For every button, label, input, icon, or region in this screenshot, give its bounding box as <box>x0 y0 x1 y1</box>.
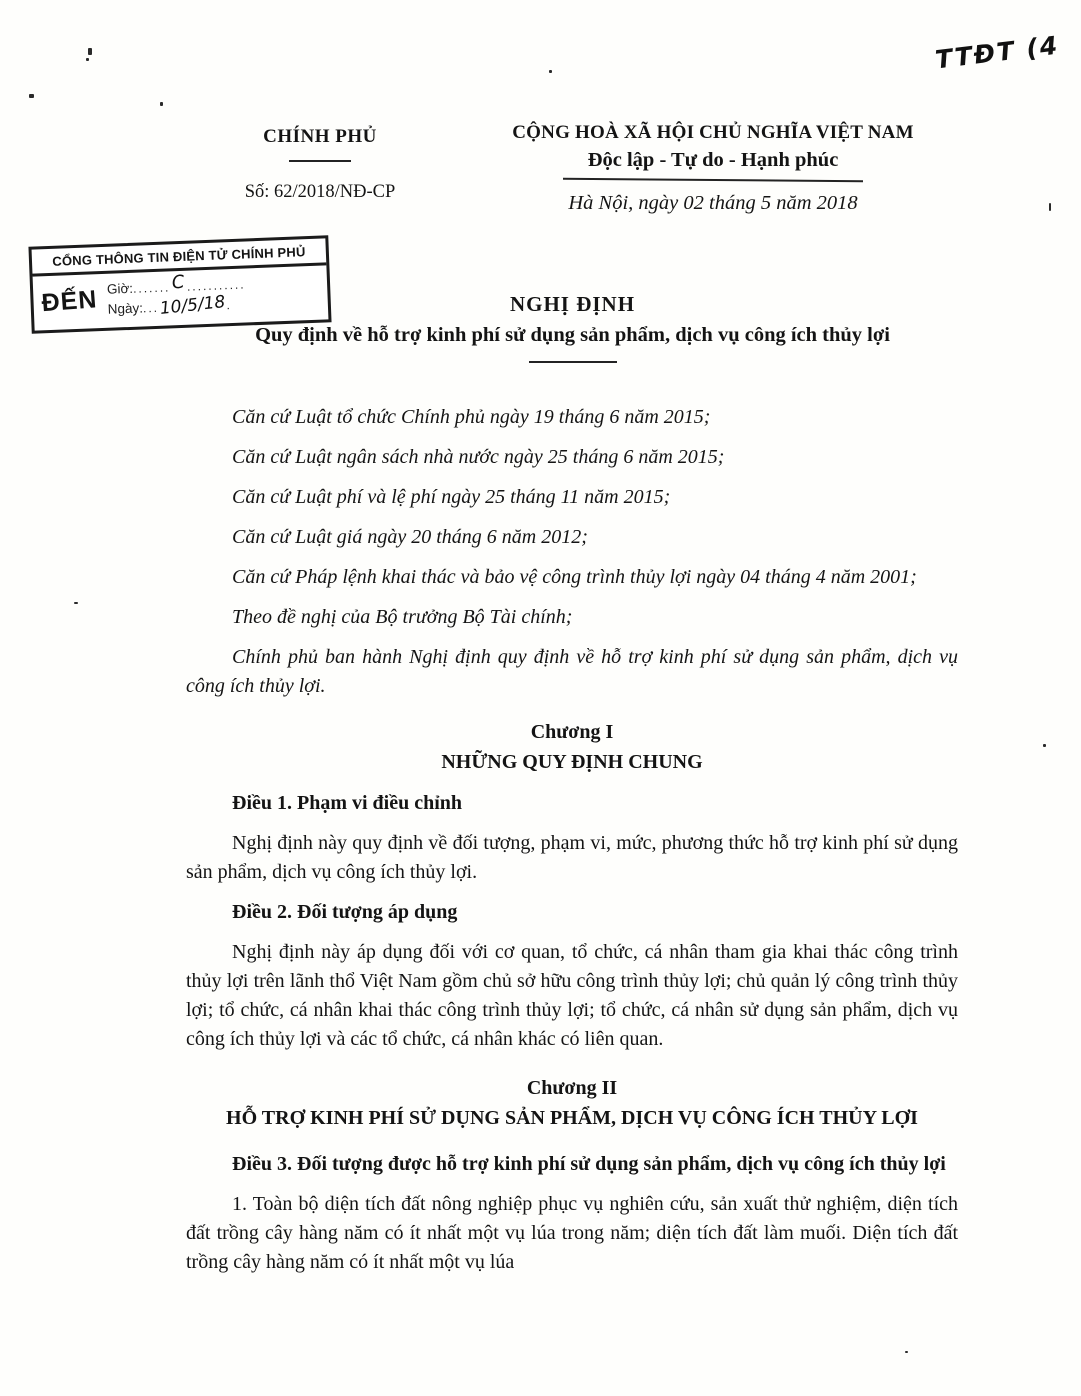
handwritten-date-value: 10/5/18 <box>159 292 227 320</box>
stamp-received-label: ĐẾN <box>40 284 99 317</box>
article-3-heading: Điều 3. Đối tượng được hỗ trợ kinh phí sử dụng sản phẩm, dịch vụ công ích thủy lợi <box>232 1153 946 1175</box>
issuer-underline <box>289 160 351 162</box>
place-and-date: Hà Nội, ngày 02 tháng 5 năm 2018 <box>568 192 858 214</box>
chapter-1-number: Chương I <box>530 721 614 743</box>
article-3-item-1: 1. Toàn bộ diện tích đất nông nghiệp phục vụ nghiên cứu, sản xuất thử nghiệm, diện tích đất trồng cây hàng năm có ít nhất một vụ lúa trong năm; diện tích đất làm muối. Diện tích đất trồng cây hàng năm có ít nhất một vụ lúa <box>186 1193 958 1273</box>
national-motto: Độc lập - Tự do - Hạnh phúc <box>587 149 839 171</box>
scan-speck <box>1049 203 1051 211</box>
stamp-time-label: Giờ: <box>106 280 134 297</box>
chapter-2-title: HỖ TRỢ KINH PHÍ SỬ DỤNG SẢN PHẨM, DỊCH VỤ CÔNG ÍCH THỦY LỢI <box>226 1107 918 1129</box>
scan-speck <box>88 48 92 55</box>
article-2-body: Nghị định này áp dụng đối với cơ quan, tổ chức, cá nhân tham gia khai thác công trình thủy lợi trên lãnh thổ Việt Nam gồm chủ sở hữu công trình thủy lợi; chủ quản lý công trình thủy lợi; tổ chức, cá nhân khai thác công trình thủy lợi; tổ chức, cá nhân sử dụng sản phẩm, dịch vụ công ích thủy lợi và các tổ chức, cá nhân khác có liên quan. <box>186 941 958 1050</box>
scan-speck <box>74 602 78 604</box>
preamble-citation: Căn cứ Luật ngân sách nhà nước ngày 25 tháng 6 năm 2015; <box>232 446 725 468</box>
chapter-1-title: NHỮNG QUY ĐỊNH CHUNG <box>441 751 703 773</box>
stamp-time-dots-post: ........... <box>186 277 246 294</box>
title-underline <box>529 361 617 363</box>
handwritten-corner-note: TTĐT (4 <box>933 30 1061 75</box>
article-1-body: Nghị định này quy định về đối tượng, phạm vi, mức, phương thức hỗ trợ kinh phí sử dụng sản phẩm, dịch vụ công ích thủy lợi. <box>186 832 958 883</box>
document-number: Số: 62/2018/NĐ-CP <box>244 182 396 202</box>
motto-underline <box>563 178 863 183</box>
scan-speck <box>905 1351 908 1353</box>
scan-speck <box>86 58 89 61</box>
scan-speck <box>549 70 552 73</box>
scan-speck <box>29 94 34 98</box>
stamp-date-dots-pre: ... <box>142 300 160 316</box>
issuer-name: CHÍNH PHỦ <box>263 126 377 147</box>
scan-speck <box>160 102 163 106</box>
stamp-time-dots-pre: ....... <box>132 280 171 296</box>
chapter-1-heading <box>186 717 958 777</box>
document-kind: NGHỊ ĐỊNH <box>509 292 636 316</box>
handwritten-time-value: C <box>171 271 186 294</box>
article-1-heading: Điều 1. Phạm vi điều chỉnh <box>232 792 463 814</box>
preamble-citation: Căn cứ Luật giá ngày 20 tháng 6 năm 2012; <box>232 526 588 548</box>
preamble-citation: Căn cứ Luật tổ chức Chính phủ ngày 19 tháng 6 năm 2015; <box>232 406 711 428</box>
document-title-block <box>185 292 960 363</box>
stamp-date-label: Ngày: <box>107 300 144 317</box>
stamp-date-dots-post: . <box>226 298 233 313</box>
stamp-title: CỔNG THÔNG TIN ĐIỆN TỬ CHÍNH PHỦ <box>32 238 327 276</box>
document-body <box>186 403 958 1288</box>
chapter-2-number: Chương II <box>526 1077 618 1099</box>
national-name: CỘNG HOÀ XÃ HỘI CHỦ NGHĨA VIỆT NAM <box>512 122 914 143</box>
issuer-block <box>205 126 435 203</box>
preamble-citation: Căn cứ Pháp lệnh khai thác và bảo vệ công trình thủy lợi ngày 04 tháng 4 năm 2001; <box>232 566 917 588</box>
preamble-citation: Theo đề nghị của Bộ trưởng Bộ Tài chính; <box>232 606 573 628</box>
scan-speck <box>1043 744 1046 747</box>
article-2-heading: Điều 2. Đối tượng áp dụng <box>232 901 458 923</box>
chapter-2-heading <box>186 1073 958 1133</box>
document-subject: Quy định về hỗ trợ kinh phí sử dụng sản phẩm, dịch vụ công ích thủy lợi <box>255 324 890 346</box>
preamble-enactment: Chính phủ ban hành Nghị định quy định về hỗ trợ kinh phí sử dụng sản phẩm, dịch vụ công ích thủy lợi. <box>186 646 958 697</box>
preamble-citation: Căn cứ Luật phí và lệ phí ngày 25 tháng 11 năm 2015; <box>232 486 671 508</box>
national-heading-block <box>488 122 938 215</box>
